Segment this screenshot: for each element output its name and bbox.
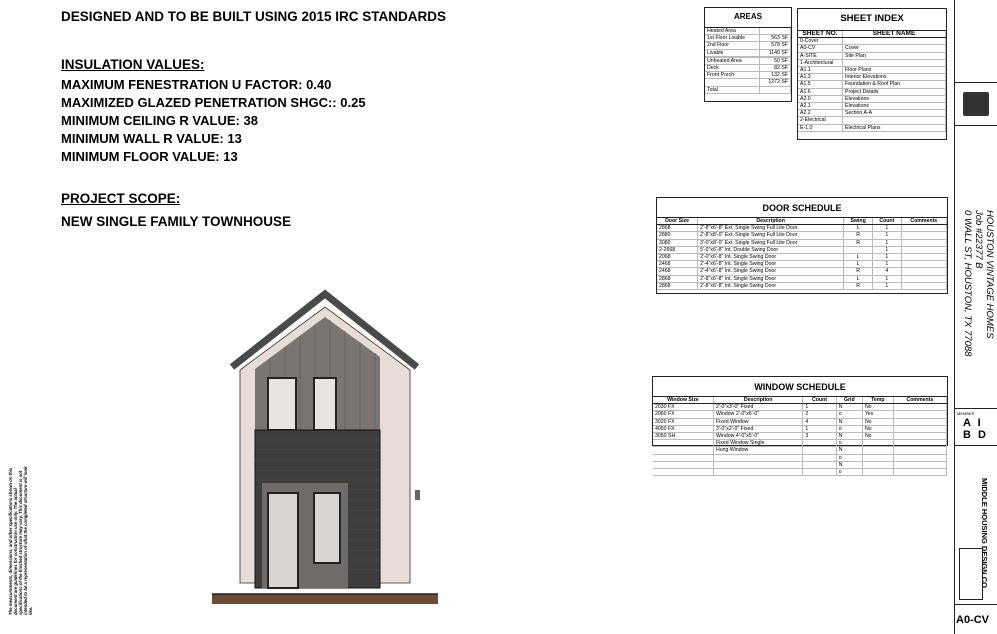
area-label: Heated Area bbox=[705, 28, 759, 35]
door-cell bbox=[901, 275, 946, 282]
door-cell bbox=[901, 268, 946, 275]
window-cell bbox=[893, 440, 946, 447]
title-block bbox=[954, 0, 997, 634]
area-value: 50 SF bbox=[759, 57, 790, 64]
window-cell: No bbox=[862, 425, 893, 432]
door-cell: 2'-0"x6'-8" Int. Single Swing Door bbox=[698, 254, 844, 261]
door-cell: 3080 bbox=[657, 239, 698, 246]
door-cell: 2468 bbox=[657, 261, 698, 268]
sheet-no-cell: E-1.0 bbox=[798, 124, 843, 131]
window-col-header: Temp bbox=[862, 397, 893, 404]
window-cell bbox=[862, 469, 893, 476]
window-row bbox=[653, 425, 947, 432]
door-cell: L bbox=[844, 225, 873, 232]
door-col-header: Description bbox=[698, 218, 844, 225]
sheet-index-row bbox=[798, 124, 946, 131]
sheet-index-row bbox=[798, 88, 946, 95]
upper-window-right bbox=[314, 378, 336, 430]
door-cell: 2'-4"x6'-8" Int. Single Swing Door bbox=[698, 261, 844, 268]
door-schedule-table bbox=[656, 197, 948, 294]
sheet-name-cell: Foundation & Roof Plan bbox=[843, 81, 946, 88]
sheet-name-cell: Section A-A bbox=[843, 110, 946, 117]
area-label: Total bbox=[705, 86, 759, 93]
col-sheet-no: SHEET NO. bbox=[798, 31, 843, 38]
door-cell: 1 bbox=[873, 239, 902, 246]
door-cell: R bbox=[844, 239, 873, 246]
areas-row bbox=[705, 35, 791, 42]
door-row bbox=[657, 275, 947, 282]
window-cell bbox=[653, 461, 713, 468]
sheet-name-cell bbox=[843, 59, 946, 66]
window-cell: N bbox=[836, 404, 862, 411]
door-cell bbox=[901, 239, 946, 246]
window-row bbox=[653, 418, 947, 425]
door-cell: 2868 bbox=[657, 225, 698, 232]
area-label: 2nd Floor bbox=[705, 42, 759, 49]
sheet-name-cell: Project Details bbox=[843, 88, 946, 95]
door-row bbox=[657, 239, 947, 246]
window-cell: 3 bbox=[803, 433, 836, 440]
window-cell: No bbox=[862, 433, 893, 440]
window-cell bbox=[803, 469, 836, 476]
door-cell: 3'-0"x8'-0" Ext. Single Swing Full Lite Door bbox=[698, 239, 844, 246]
door-cell: 2880 bbox=[657, 232, 698, 239]
member-label: MEMBER bbox=[957, 411, 975, 416]
sheet-name-cell: Electrical Plans bbox=[843, 124, 946, 131]
area-value: 563 SF bbox=[759, 35, 790, 42]
page-title: DESIGNED AND TO BE BUILT USING 2015 IRC STANDARDS bbox=[61, 9, 447, 24]
area-value: 82 SF bbox=[759, 65, 790, 72]
window-cell: 2060 FX bbox=[653, 411, 713, 418]
window-cell: 3020 FX bbox=[653, 418, 713, 425]
door-cell: 1 bbox=[873, 261, 902, 268]
window-cell: Fixed Window Single bbox=[713, 440, 802, 447]
window-cell bbox=[893, 461, 946, 468]
sheet-index-row bbox=[798, 38, 946, 45]
sheet-index-title: SHEET INDEX bbox=[798, 9, 946, 31]
door-cell: 1 bbox=[873, 282, 902, 289]
window-cell bbox=[893, 425, 946, 432]
door-cell: 2068 bbox=[657, 254, 698, 261]
sheet-name-cell: Cover bbox=[843, 45, 946, 52]
sheet-index-row bbox=[798, 117, 946, 124]
insulation-line: MINIMUM FLOOR VALUE: 13 bbox=[61, 149, 238, 164]
sheet-no-cell: A1.5 bbox=[798, 81, 843, 88]
window-row bbox=[653, 461, 947, 468]
sheet-no-cell: A0-CV bbox=[798, 45, 843, 52]
sheet-no-cell: 1-Architectural bbox=[798, 59, 843, 66]
sheet-name-cell: Elevations bbox=[843, 95, 946, 102]
areas-rows bbox=[705, 28, 791, 94]
ground-line bbox=[212, 594, 438, 604]
door-cell: L bbox=[844, 254, 873, 261]
sheet-no-cell: 0-Cover bbox=[798, 38, 843, 45]
col-sheet-name: SHEET NAME bbox=[843, 31, 946, 38]
window-cell: Fixed Window bbox=[713, 418, 802, 425]
window-cell bbox=[713, 454, 802, 461]
window-cell bbox=[893, 418, 946, 425]
area-value bbox=[759, 28, 790, 35]
window-row bbox=[653, 411, 947, 418]
window-cell bbox=[653, 447, 713, 454]
window-cell bbox=[862, 454, 893, 461]
door-cell bbox=[844, 246, 873, 253]
window-cell bbox=[893, 411, 946, 418]
areas-row bbox=[705, 49, 791, 56]
project-name: HOUSTON VINTAGE HOMES bbox=[984, 210, 995, 339]
window-cell: Window 2'-0"x6'-0" bbox=[713, 411, 802, 418]
areas-row bbox=[705, 28, 791, 35]
sheet-name-cell: Site Plan bbox=[843, 52, 946, 59]
sheet-no-cell: A1.6 bbox=[798, 88, 843, 95]
sheet-name-cell: Interior Elevations bbox=[843, 74, 946, 81]
door-cell: 4 bbox=[873, 268, 902, 275]
door-schedule-title: DOOR SCHEDULE bbox=[657, 198, 947, 218]
sheet-no-cell: A1.3 bbox=[798, 74, 843, 81]
insulation-line: MINIMUM WALL R VALUE: 13 bbox=[61, 131, 242, 146]
door-cell: 2868 bbox=[657, 282, 698, 289]
window-row bbox=[653, 469, 947, 476]
areas-title: AREAS bbox=[705, 8, 791, 28]
door-cell: 2'-8"x6'-8" Int. Single Swing Door bbox=[698, 275, 844, 282]
sheet-no-cell: 2-Electrical bbox=[798, 117, 843, 124]
door-cell: 2'-8"x6'-8" Ext. Single Swing Full Lite Door bbox=[698, 225, 844, 232]
window-col-header: Grid bbox=[836, 397, 862, 404]
window-row bbox=[653, 454, 947, 461]
door-cell: 1 bbox=[873, 246, 902, 253]
door-schedule-rows bbox=[657, 218, 947, 290]
window-cell: o bbox=[836, 411, 862, 418]
sheet-no-cell: A1.1 bbox=[798, 67, 843, 74]
sheet-index-row bbox=[798, 103, 946, 110]
window-cell bbox=[893, 433, 946, 440]
window-row bbox=[653, 433, 947, 440]
window-cell: 3'-0"x2'-0" Fixed bbox=[713, 425, 802, 432]
window-cell: Window 4'-0"x5'-0" bbox=[713, 433, 802, 440]
area-value: 132 SF bbox=[759, 72, 790, 79]
window-cell: No bbox=[862, 418, 893, 425]
area-label: Livable bbox=[705, 49, 759, 56]
window-row bbox=[653, 404, 947, 411]
sheet-no-cell: A2.1 bbox=[798, 103, 843, 110]
window-cell: 1 bbox=[803, 425, 836, 432]
window-cell: o bbox=[836, 440, 862, 447]
areas-row bbox=[705, 42, 791, 49]
window-cell bbox=[862, 440, 893, 447]
sheet-index-row bbox=[798, 45, 946, 52]
door-col-header: Count bbox=[873, 218, 902, 225]
areas-row bbox=[705, 57, 791, 64]
door-cell: R bbox=[844, 268, 873, 275]
sheet-index-row bbox=[798, 110, 946, 117]
sheet-index-row bbox=[798, 52, 946, 59]
door-row bbox=[657, 225, 947, 232]
areas-row bbox=[705, 86, 791, 93]
door-cell: 2'-8"x8'-0" Ext. Single Swing Full Lite Door bbox=[698, 232, 844, 239]
insulation-line: MINIMUM CEILING R VALUE: 38 bbox=[61, 113, 258, 128]
areas-row bbox=[705, 72, 791, 79]
window-cell bbox=[803, 461, 836, 468]
window-cell: 1 bbox=[803, 404, 836, 411]
scope-text: NEW SINGLE FAMILY TOWNHOUSE bbox=[61, 214, 292, 229]
entry-door bbox=[268, 493, 298, 588]
area-value: 1272 SF bbox=[759, 79, 790, 86]
firm-house-logo-icon bbox=[959, 548, 983, 600]
aibd-top: A I bbox=[963, 417, 983, 429]
sheet-index-row bbox=[798, 74, 946, 81]
door-row bbox=[657, 261, 947, 268]
window-cell: 3050 SH bbox=[653, 433, 713, 440]
areas-row bbox=[705, 65, 791, 72]
window-cell bbox=[893, 404, 946, 411]
window-col-header: Comments bbox=[893, 397, 946, 404]
insulation-line: MAXIMUM FENESTRATION U FACTOR: 0.40 bbox=[61, 77, 332, 92]
area-value: 578 SF bbox=[759, 42, 790, 49]
window-cell bbox=[862, 447, 893, 454]
aibd-bottom: B D bbox=[963, 429, 988, 441]
window-cell: o bbox=[836, 469, 862, 476]
window-cell: o bbox=[836, 425, 862, 432]
door-cell bbox=[901, 282, 946, 289]
window-cell: 4 bbox=[803, 418, 836, 425]
lower-window bbox=[314, 493, 340, 563]
sheet-no-cell: A2.0 bbox=[798, 95, 843, 102]
sheet-name-cell bbox=[843, 38, 946, 45]
door-row bbox=[657, 268, 947, 275]
aibd-badge bbox=[955, 408, 997, 446]
door-cell bbox=[901, 232, 946, 239]
window-cell: N bbox=[836, 418, 862, 425]
window-cell bbox=[893, 454, 946, 461]
window-cell bbox=[862, 461, 893, 468]
door-col-header: Door Size bbox=[657, 218, 698, 225]
sheet-no-cell: A-SITE bbox=[798, 52, 843, 59]
window-cell: N bbox=[836, 433, 862, 440]
window-schedule-table bbox=[652, 376, 948, 476]
window-cell bbox=[713, 461, 802, 468]
sheet-name-cell bbox=[843, 117, 946, 124]
door-cell bbox=[901, 225, 946, 232]
window-row bbox=[653, 440, 947, 447]
sheet-name-cell: Floor Plans bbox=[843, 67, 946, 74]
door-col-header: Swing bbox=[844, 218, 873, 225]
window-cell: Hung Window bbox=[713, 447, 802, 454]
window-col-header: Description bbox=[713, 397, 802, 404]
area-value bbox=[759, 86, 790, 93]
door-row bbox=[657, 246, 947, 253]
door-cell bbox=[901, 261, 946, 268]
disclaimer-note: The measurements, dimensions, and other specifications shown on this document are guidelines for construction use only. The actual specifications of the finished structure may vary. This document is not intended to be a representation of what the completed structure will look like. bbox=[8, 466, 33, 615]
door-row bbox=[657, 232, 947, 239]
door-cell: 2468 bbox=[657, 268, 698, 275]
window-cell: 4050 FX bbox=[653, 425, 713, 432]
area-label: 1st Floor Livable bbox=[705, 35, 759, 42]
door-cell: 2-2668 bbox=[657, 246, 698, 253]
window-cell bbox=[653, 469, 713, 476]
door-row bbox=[657, 254, 947, 261]
door-cell: 2'-8"x6'-8" Int. Single Swing Door bbox=[698, 282, 844, 289]
window-cell: o bbox=[836, 454, 862, 461]
window-cell: N bbox=[836, 461, 862, 468]
areas-row bbox=[705, 79, 791, 86]
sheet-index-row bbox=[798, 95, 946, 102]
door-cell: R bbox=[844, 232, 873, 239]
sheet-name-cell: Elevations bbox=[843, 103, 946, 110]
window-cell bbox=[893, 469, 946, 476]
areas-table bbox=[704, 7, 792, 102]
door-row bbox=[657, 282, 947, 289]
window-cell: No bbox=[862, 404, 893, 411]
window-cell bbox=[803, 447, 836, 454]
window-schedule-rows bbox=[653, 397, 947, 476]
logo-area bbox=[955, 82, 997, 126]
door-cell: 1 bbox=[873, 275, 902, 282]
firm-logo-icon bbox=[963, 92, 989, 116]
project-address: 0 WALL ST, HOUSTON, TX 77088 bbox=[962, 210, 973, 357]
window-schedule-title: WINDOW SCHEDULE bbox=[653, 377, 947, 397]
door-cell bbox=[901, 254, 946, 261]
door-cell: 1 bbox=[873, 225, 902, 232]
door-cell: R bbox=[844, 282, 873, 289]
area-label: Front Porch bbox=[705, 72, 759, 79]
door-cell: L bbox=[844, 261, 873, 268]
window-cell: 2 bbox=[803, 411, 836, 418]
window-cell: N bbox=[836, 447, 862, 454]
sheet-no-cell: A2.2 bbox=[798, 110, 843, 117]
area-value: 1140 SF bbox=[759, 49, 790, 56]
door-cell: 5'-0"x6'-8" Int. Double Swing Door bbox=[698, 246, 844, 253]
area-label bbox=[705, 79, 759, 86]
upper-window-left bbox=[268, 378, 296, 430]
window-cell bbox=[713, 469, 802, 476]
area-label: Unheated Area bbox=[705, 57, 759, 64]
window-cell: 2030 FX bbox=[653, 404, 713, 411]
insulation-line: MAXIMIZED GLAZED PENETRATION SHGC:: 0.25 bbox=[61, 95, 366, 110]
window-cell bbox=[653, 440, 713, 447]
insulation-heading: INSULATION VALUES: bbox=[61, 57, 205, 72]
door-cell: L bbox=[844, 275, 873, 282]
door-cell: 2868 bbox=[657, 275, 698, 282]
door-cell bbox=[901, 246, 946, 253]
front-elevation-drawing bbox=[210, 285, 440, 607]
job-number: Job #22377 B bbox=[973, 210, 984, 269]
window-cell bbox=[653, 454, 713, 461]
sheet-index-row bbox=[798, 59, 946, 66]
sheet-index-rows bbox=[798, 31, 946, 132]
window-cell bbox=[803, 440, 836, 447]
window-col-header: Window Size bbox=[653, 397, 713, 404]
sheet-index-table bbox=[797, 8, 947, 140]
door-col-header: Comments bbox=[901, 218, 946, 225]
divider bbox=[955, 604, 997, 605]
sheet-number: A0-CV bbox=[956, 614, 990, 626]
window-cell: 2'-0"x3'-0" Fixed bbox=[713, 404, 802, 411]
door-cell: 1 bbox=[873, 232, 902, 239]
door-cell: 1 bbox=[873, 254, 902, 261]
wall-lamp bbox=[415, 490, 420, 500]
window-cell bbox=[893, 447, 946, 454]
sheet-index-row bbox=[798, 81, 946, 88]
door-cell: 2'-4"x6'-8" Int. Single Swing Door bbox=[698, 268, 844, 275]
project-info bbox=[962, 210, 995, 356]
area-label: Deck bbox=[705, 65, 759, 72]
window-col-header: Count bbox=[803, 397, 836, 404]
scope-heading: PROJECT SCOPE: bbox=[61, 191, 181, 206]
window-cell bbox=[803, 454, 836, 461]
window-row bbox=[653, 447, 947, 454]
sheet-index-row bbox=[798, 67, 946, 74]
window-cell: Yes bbox=[862, 411, 893, 418]
firm-name: MIDDLE HOUSING DESIGN CO bbox=[980, 478, 989, 589]
